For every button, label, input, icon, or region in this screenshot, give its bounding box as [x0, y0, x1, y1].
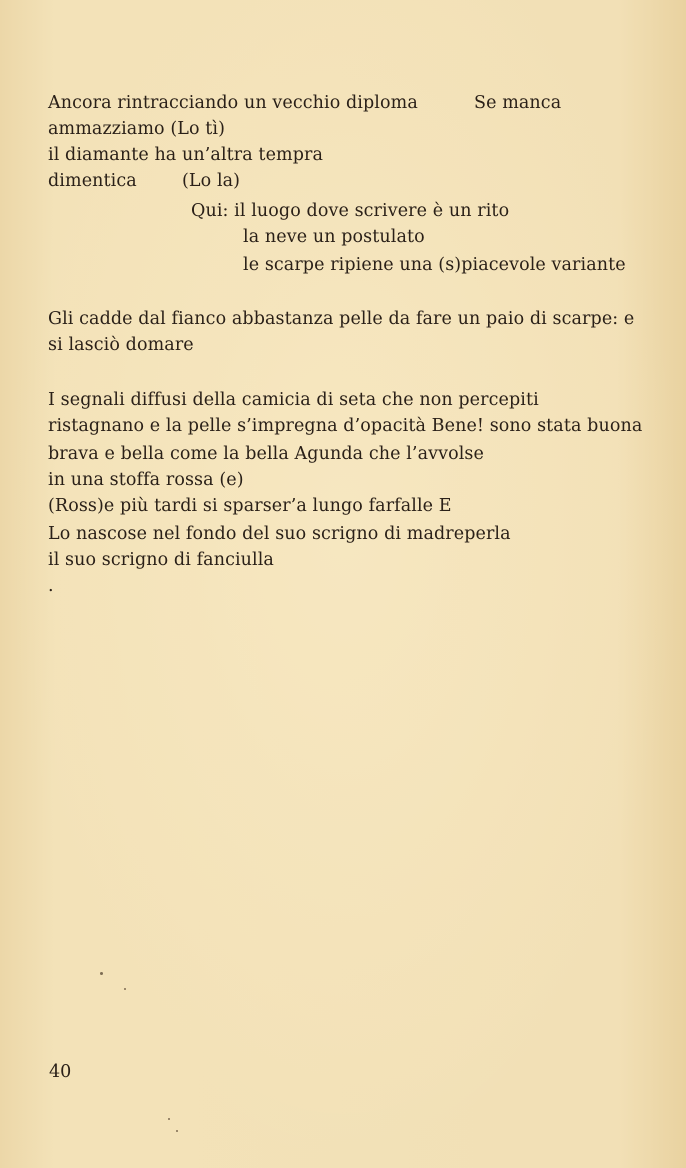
poem-line: le scarpe ripiene una (s)piacevole variante — [243, 255, 626, 275]
poem-line: la neve un postulato — [243, 227, 425, 247]
paper-speck — [100, 972, 103, 975]
poem-line: Qui: il luogo dove scrivere è un rito — [191, 201, 510, 221]
page-number: 40 — [49, 1062, 72, 1082]
poem-line: . — [48, 576, 54, 596]
poem-line: ammazziamo (Lo tì) — [48, 119, 226, 139]
poem-line: Lo nascose nel fondo del suo scrigno di madreperla — [48, 524, 511, 544]
poem-line — [48, 171, 241, 191]
poem-line-text: Ancora rintracciando un vecchio diploma — [48, 93, 418, 113]
poem-line: I segnali diffusi della camicia di seta che non percepiti — [48, 390, 539, 410]
poem-line — [48, 93, 562, 113]
poem-line: in una stoffa rossa (e) — [48, 470, 244, 490]
poem-line: brava e bella come la bella Agunda che l’avvolse — [48, 444, 484, 464]
poem-line: Gli cadde dal fianco abbastanza pelle da fare un paio di scarpe: e — [48, 309, 635, 329]
poem-line: il suo scrigno di fanciulla — [48, 550, 274, 570]
poem-line: si lasciò domare — [48, 335, 194, 355]
poem-line: il diamante ha un’altra tempra — [48, 145, 324, 165]
paper-speck — [176, 1130, 178, 1132]
poem-line: (Ross)e più tardi si sparser’a lungo farfalle E — [48, 496, 452, 516]
paper-speck — [124, 988, 126, 990]
poem-line-text: (Lo la) — [182, 171, 241, 191]
poem-line-text: Se manca — [474, 93, 562, 113]
poem-line-text: dimentica — [48, 171, 137, 191]
paper-speck — [168, 1118, 170, 1120]
poem-line: ristagnano e la pelle s’impregna d’opacità Bene! sono stata buona — [48, 416, 643, 436]
